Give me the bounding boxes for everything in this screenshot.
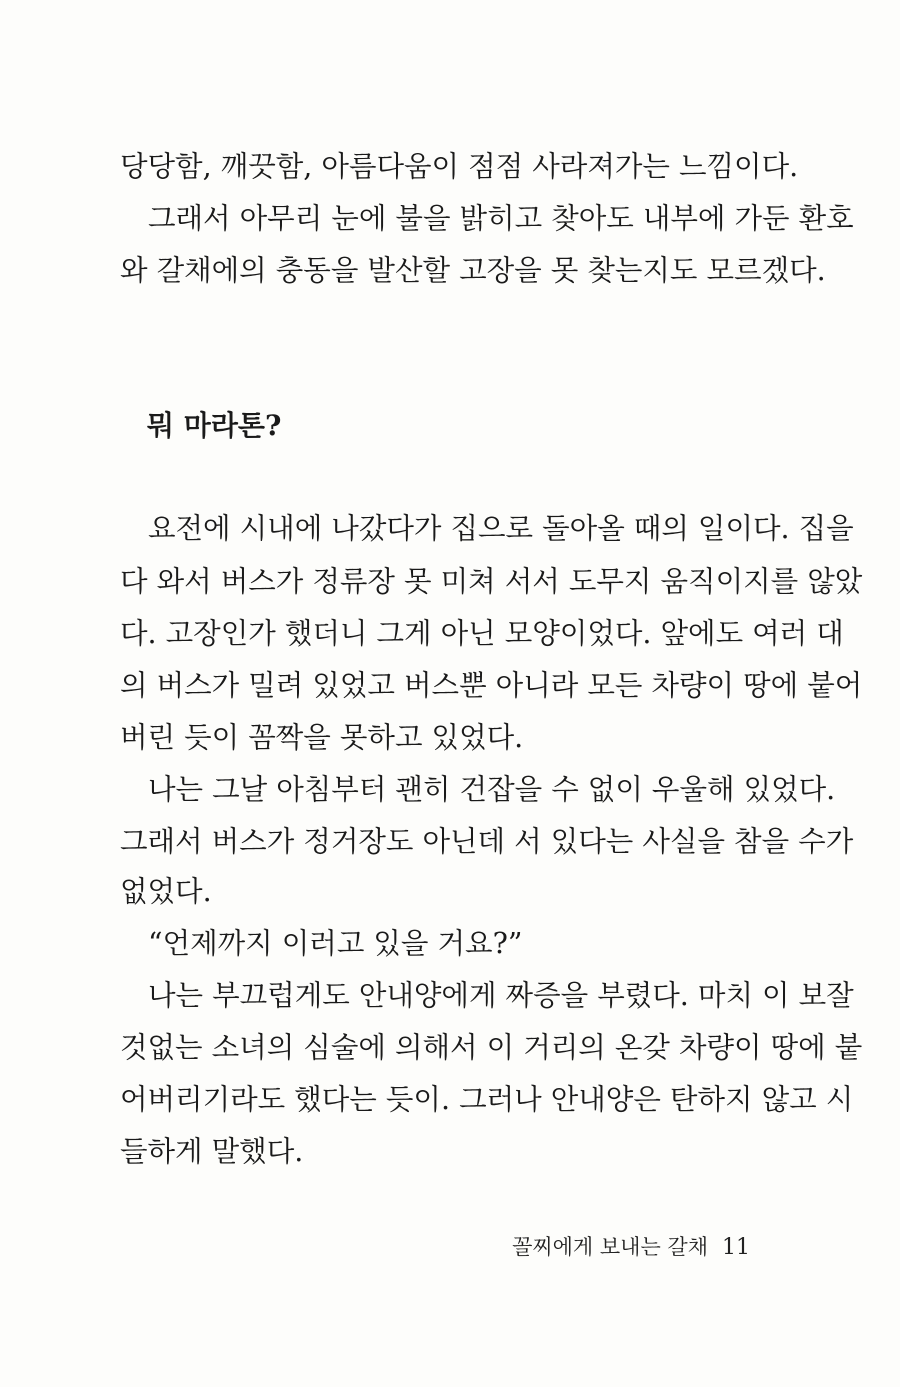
body-line: 어버리기라도 했다는 듯이. 그러나 안내양은 탄하지 않고 시 — [120, 1083, 854, 1116]
body-line: 그래서 버스가 정거장도 아닌데 서 있다는 사실을 참을 수가 — [120, 825, 854, 858]
body-line: 요전에 시내에 나갔다가 집으로 돌아올 때의 일이다. 집을 — [148, 512, 854, 545]
body-line: 와 갈채에의 충동을 발산할 고장을 못 찾는지도 모르겠다. — [120, 254, 826, 287]
body-line: 나는 그날 아침부터 괜히 건잡을 수 없이 우울해 있었다. — [148, 773, 836, 806]
body-line: 없었다. — [120, 875, 212, 908]
body-line: 나는 부끄럽게도 안내양에게 짜증을 부렸다. 마치 이 보잘 — [148, 979, 854, 1012]
body-line: 다. 고장인가 했더니 그게 아닌 모양이었다. 앞에도 여러 대 — [120, 617, 844, 650]
body-line: 의 버스가 밀려 있었고 버스뿐 아니라 모든 차량이 땅에 붙어 — [120, 669, 863, 702]
body-line: 다 와서 버스가 정류장 못 미쳐 서서 도무지 움직이지를 않았 — [120, 565, 863, 598]
body-line: 당당함, 깨끗함, 아름다움이 점점 사라져가는 느낌이다. — [120, 150, 799, 183]
dialogue-line: “언제까지 이러고 있을 거요?” — [148, 927, 523, 960]
section-heading: 뭐 마라톤? — [147, 409, 282, 442]
page-footer — [512, 1232, 750, 1263]
page-number: 11 — [722, 1235, 750, 1260]
body-line: 버린 듯이 꼼짝을 못하고 있었다. — [120, 721, 524, 754]
body-line: 것없는 소녀의 심술에 의해서 이 거리의 온갖 차량이 땅에 붙 — [120, 1031, 863, 1064]
running-title: 꼴찌에게 보내는 갈채 — [512, 1235, 708, 1259]
body-line: 들하게 말했다. — [120, 1135, 304, 1168]
body-line: 그래서 아무리 눈에 불을 밝히고 찾아도 내부에 가둔 환호 — [148, 202, 854, 235]
